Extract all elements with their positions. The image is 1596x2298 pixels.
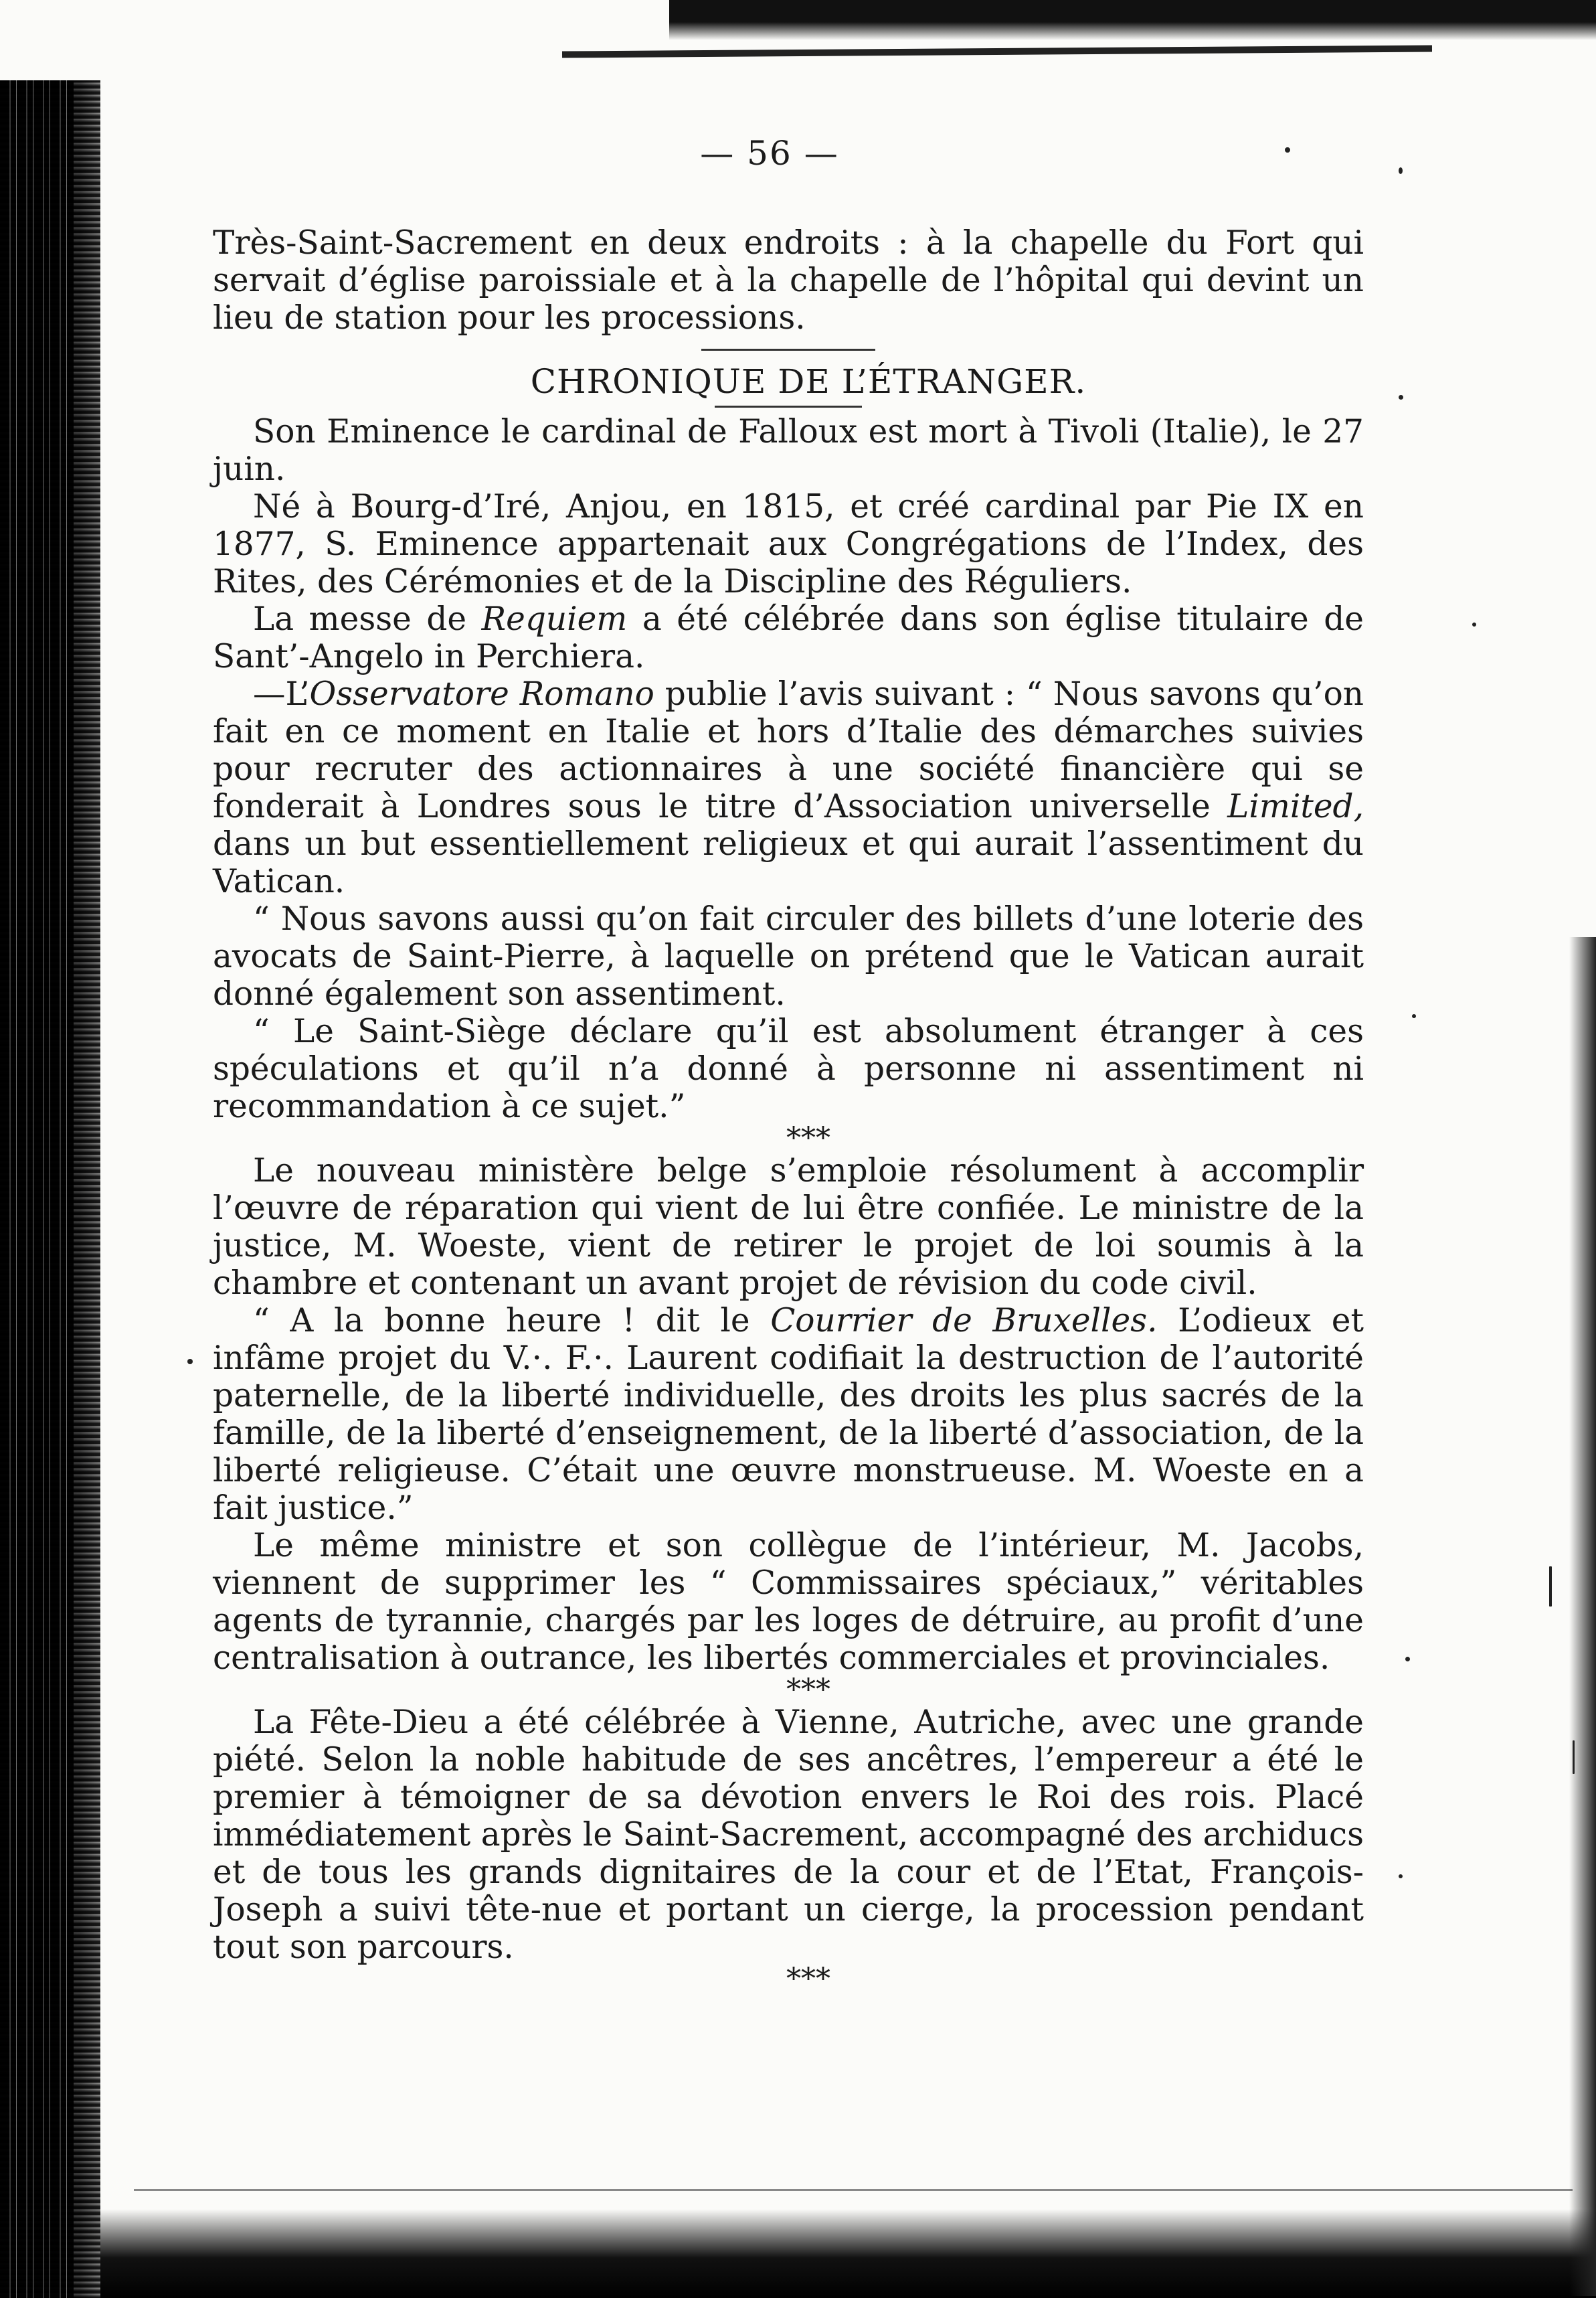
scan-speck <box>1399 167 1403 174</box>
intro-paragraph: Très-Saint-Sacrement en deux endroits : à la chapelle du Fort qui servait d’église paroissiale et à la chapelle de l’hôpital qui devint un lieu de station pour les processions. <box>213 224 1364 337</box>
scan-speck <box>1412 1014 1416 1018</box>
asterism-separator: *** <box>786 1121 830 1155</box>
text-fragment: La messe de <box>253 600 482 638</box>
paragraph-fete-dieu: La Fête-Dieu a été célébrée à Vienne, Autriche, avec une grande piété. Selon la noble habitude de ses ancêtres, l’empereur a été le premier à témoigner de sa dévotion envers le Roi des rois. Placé immédiatement après le Saint-Sacrement, accompagné des archiducs et de tous les grands dignitaires de la cour et de l’Etat, François-Joseph a suivi tête-nue et portant un cierge, la procession pendant tout son parcours. <box>213 1704 1364 1966</box>
paragraph-jacobs: Le même ministre et son collègue de l’intérieur, M. Jacobs, viennent de supprimer les “ Commissaires spéciaux,” véritables agents de tyrannie, chargés par les loges de détruire, au profit d’une centralisation à outrance, les libertés commerciales et provinciales. <box>213 1527 1364 1677</box>
scan-speck <box>1285 147 1290 153</box>
page-number: — 56 — <box>700 134 839 173</box>
text-fragment: a été célébrée dans son église titulaire de Sant’-Angelo in Perchiera. <box>213 600 1364 675</box>
paragraph-osservatore <box>213 675 1364 900</box>
scan-speck <box>187 1359 193 1364</box>
italic-title: Osservatore Romano <box>309 675 654 713</box>
section-heading: CHRONIQUE DE L’ÉTRANGER. <box>530 362 1087 401</box>
italic-title: Courrier de Bruxelles. <box>770 1302 1158 1339</box>
italic-title: Requiem <box>481 600 628 638</box>
scan-border-right <box>1569 937 1596 2296</box>
scan-speck <box>1405 1657 1410 1661</box>
text-fragment: —L’ <box>253 675 310 713</box>
paragraph-loterie: “ Nous savons aussi qu’on fait circuler des billets d’une loterie des avocats de Saint-Pierre, à laquelle on prétend que le Vatican aurait donné également son assentiment. <box>213 900 1364 1013</box>
article-body <box>213 224 1364 1996</box>
paragraph-saint-siege: “ Le Saint-Siège déclare qu’il est absolument étranger à ces spéculations et qu’il n’a donné à personne ni assentiment ni recommandation à ce sujet.” <box>213 1013 1364 1125</box>
scan-speck <box>1399 1874 1403 1878</box>
paragraph-courrier-bruxelles <box>213 1302 1364 1527</box>
italic-word: Limited, <box>1227 788 1364 825</box>
heading-underline <box>715 406 862 408</box>
asterism-separator: *** <box>786 1962 830 1996</box>
scan-line-bottom <box>134 2189 1573 2191</box>
scan-binding-stripes <box>0 80 74 2298</box>
scan-border-bottom <box>100 2209 1596 2298</box>
scan-speck <box>1472 623 1476 627</box>
text-fragment: L’odieux et infâme projet du V.·. F.·. Laurent codifiait la destruction de l’autorité paternelle, de la liberté individuelle, des droits les plus sacrés de la famille, de la liberté d’enseignement, de la liberté d’association, de la liberté religieuse. C’était une œuvre monstrueuse. M. Woeste en a fait justice.” <box>213 1302 1364 1527</box>
scan-speck <box>1573 1740 1575 1774</box>
text-fragment: publie l’avis suivant : “ Nous savons qu’on fait en ce moment en Italie et hors d’Italie des démarches suivies pour recruter des actionnaires à une société financière qui se fonderait à Londres sous le titre d’Association universelle <box>213 675 1364 825</box>
paragraph-ministere-belge: Le nouveau ministère belge s’emploie résolument à accomplir l’œuvre de réparation qui vient de lui être confiée. Le ministre de la justice, M. Woeste, vient de retirer le projet de loi soumis à la chambre et contenant un avant projet de révision du code civil. <box>213 1152 1364 1302</box>
asterism-separator: *** <box>786 1673 830 1707</box>
paragraph-falloux-bio: Né à Bourg-d’Iré, Anjou, en 1815, et créé cardinal par Pie IX en 1877, S. Eminence appartenait aux Congrégations de l’Index, des Rites, des Cérémonies et de la Discipline des Réguliers. <box>213 488 1364 600</box>
scan-border-top <box>669 0 1596 40</box>
scan-speck <box>1399 395 1403 400</box>
paragraph-requiem <box>213 600 1364 675</box>
section-divider <box>701 349 875 351</box>
text-fragment: dans un but essentiellement religieux et qui aurait l’assentiment du Vatican. <box>213 825 1364 900</box>
scan-line-top <box>562 45 1432 58</box>
text-fragment: “ A la bonne heure ! dit le <box>253 1302 771 1339</box>
paragraph-falloux-death: Son Eminence le cardinal de Falloux est mort à Tivoli (Italie), le 27 juin. <box>213 413 1364 488</box>
scan-speck <box>1549 1566 1552 1607</box>
